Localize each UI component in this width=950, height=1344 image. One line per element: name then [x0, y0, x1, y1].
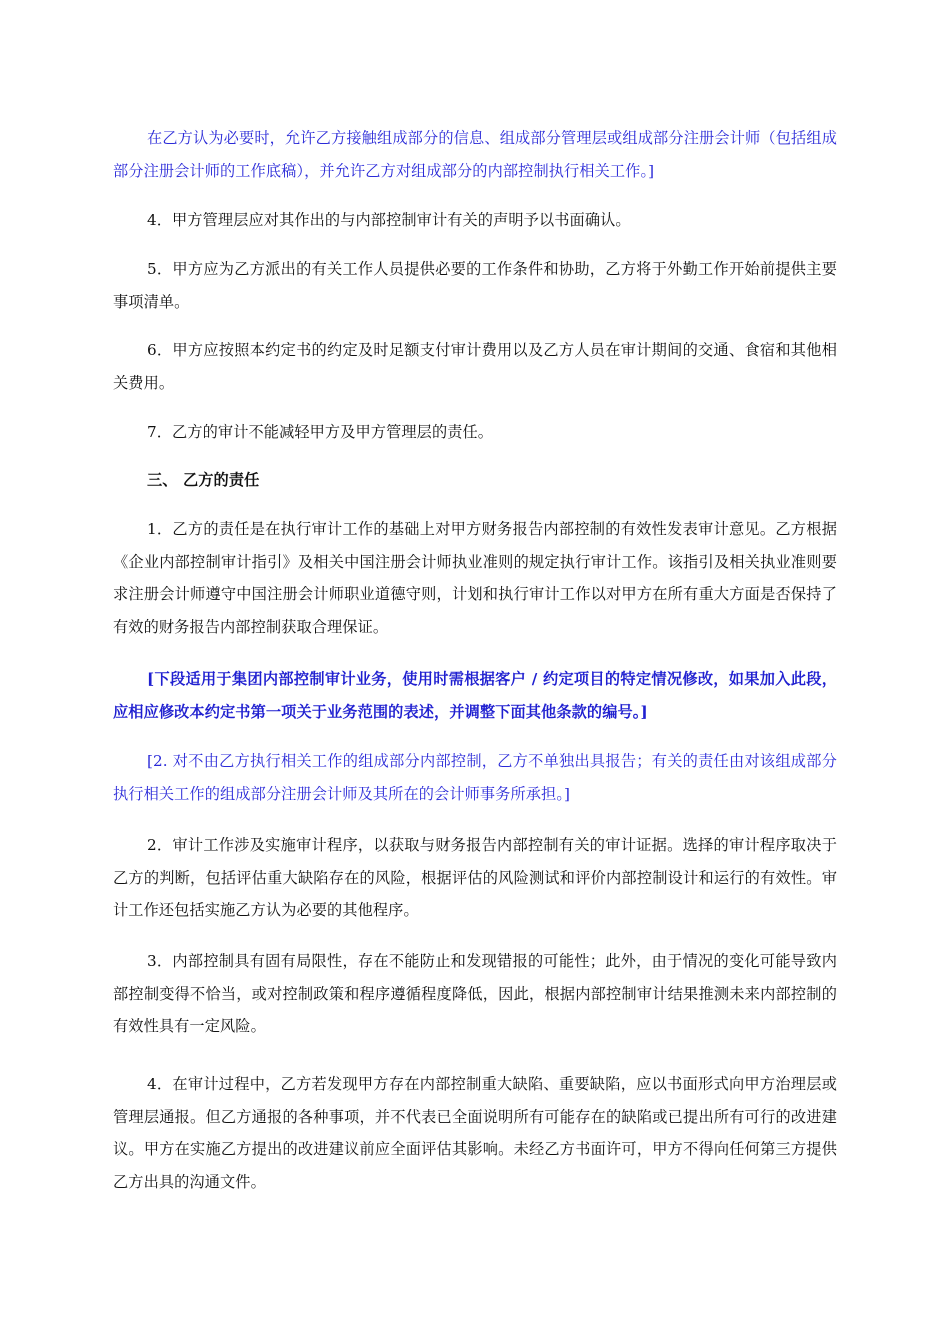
paragraph-responsibility-not-reduced: 7．乙方的审计不能减轻甲方及甲方管理层的责任。: [147, 423, 494, 441]
paragraph-working-conditions: 5．甲方应为乙方派出的有关工作人员提供必要的工作条件和协助，乙方将于外勤工作开始前提供主要事项清单。: [113, 260, 837, 311]
paragraph-audit-procedures: 2．审计工作涉及实施审计程序，以获取与财务报告内部控制有关的审计证据。选择的审计程序取决于乙方的判断，包括评估重大缺陷存在的风险，根据评估的风险测试和评价内部控制设计和运行的有效性。审计工作还包括实施乙方认为必要的其他程序。: [113, 836, 837, 919]
paragraph-component-access: 在乙方认为必要时，允许乙方接触组成部分的信息、组成部分管理层或组成部分注册会计师（包括组成部分注册会计师的工作底稿），并允许乙方对组成部分的内部控制执行相关工作。]: [113, 129, 837, 180]
paragraph-fees: 6．甲方应按照本约定书的约定及时足额支付审计费用以及乙方人员在审计期间的交通、食宿和其他相关费用。: [113, 341, 837, 392]
paragraph-deficiency-reporting: 4．在审计过程中，乙方若发现甲方存在内部控制重大缺陷、重要缺陷，应以书面形式向甲方治理层或管理层通报。但乙方通报的各种事项，并不代表已全面说明所有可能存在的缺陷或已提出所有可行的改进建议。甲方在实施乙方提出的改进建议前应全面评估其影响。未经乙方书面许可，甲方不得向任何第三方提供乙方出具的沟通文件。: [113, 1075, 837, 1191]
paragraph-component-reporting: [2. 对不由乙方执行相关工作的组成部分内部控制，乙方不单独出具报告；有关的责任由对该组成部分执行相关工作的组成部分注册会计师及其所在的会计师事务所承担。]: [113, 752, 837, 803]
paragraph-management-confirmation: 4．甲方管理层应对其作出的与内部控制审计有关的声明予以书面确认。: [147, 211, 631, 229]
section-heading-party-b-responsibility: 三、 乙方的责任: [147, 471, 260, 489]
paragraph-group-audit-note: [下段适用于集团内部控制审计业务，使用时需根据客户 / 约定项目的特定情况修改，如果加入此段，应相应修改本约定书第一项关于业务范围的表述，并调整下面其他条款的编号。]: [113, 670, 837, 721]
paragraph-inherent-limitations: 3．内部控制具有固有局限性，存在不能防止和发现错报的可能性；此外，由于情况的变化可能导致内部控制变得不恰当，或对控制政策和程序遵循程度降低，因此，根据内部控制审计结果推测未来内部控制的有效性具有一定风险。: [113, 952, 837, 1035]
paragraph-audit-opinion: 1．乙方的责任是在执行审计工作的基础上对甲方财务报告内部控制的有效性发表审计意见。乙方根据《企业内部控制审计指引》及相关中国注册会计师执业准则的规定执行审计工作。该指引及相关执业准则要求注册会计师遵守中国注册会计师职业道德守则，计划和执行审计工作以对甲方在所有重大方面是否保持了有效的财务报告内部控制获取合理保证。: [113, 520, 837, 636]
